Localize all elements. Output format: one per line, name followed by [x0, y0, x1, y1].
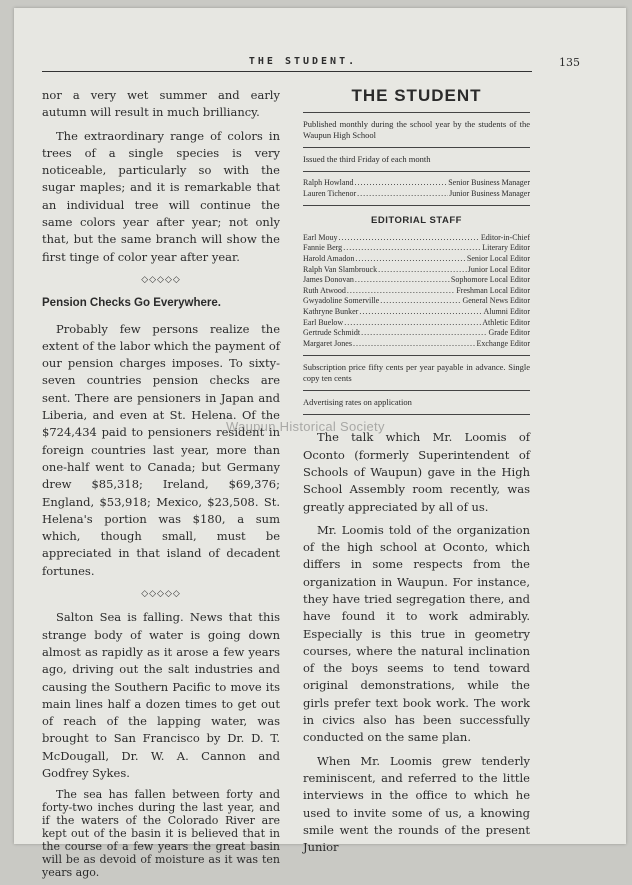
paragraph: nor a very wet summer and early autumn will result in much brilliancy. — [42, 88, 280, 120]
divider — [303, 205, 530, 206]
masthead-title: THE STUDENT — [351, 86, 482, 105]
article-heading: Pension Checks Go Everywhere. — [42, 297, 221, 310]
staff-row: Lauren Tichenor ..... Junior Business Manager — [303, 189, 530, 200]
divider — [303, 112, 530, 113]
staff-row: Ralph Howland ..... Senior Business Manager — [303, 178, 530, 189]
paragraph: Salton Sea is falling. News that this strange body of water is going down almost as rapidly as it arose a few years ago, driving out the salt industries and causing the Southern Pacific to move its main lines half a dozen times to get out of reach of the lapping water, was brought to San Francisco by Dr. D. T. McDougall, Dr. W. A. Cannon and Godfrey Sykes. — [42, 610, 280, 780]
divider — [303, 355, 530, 356]
paragraph: The extraordinary range of colors in trees of a single species is very noticeable, particularly so with the sugar maples; and it is remarkable that an individual tree will continue the same colors year after year; not only that, but the same branch will show the first tinge of color year after year. — [42, 128, 280, 264]
staff-row: Earl Mouy ..... Editor-in-Chief — [303, 233, 530, 244]
staff-row: Fannie Berg ..... Literary Editor — [303, 243, 530, 254]
staff-row: Margaret Jones ..... Exchange Editor — [303, 339, 530, 350]
section-ornament: ◇◇◇◇◇ — [141, 274, 181, 285]
right-column — [303, 85, 530, 862]
paragraph: The sea has fallen between forty and forty-two inches during the last year, and if the waters of the Colorado River are kept out of the basin it is believed that in the course of a few years the great basin will be as devoid of moisture as it was ten years ago. — [42, 788, 280, 880]
running-head — [44, 56, 580, 70]
paragraph: Probably few persons realize the extent of the labor which the payment of our pension charges imposes. To sixty-seven countries pension checks are sent. There are pensioners in Japan and Liberia, and even at St. Helena. Of the $724,434 paid to pensioners resident in foreign countries last year, more than one-half went to Canada; but Germany drew $85,318; Ireland, $69,376; England, $53,918; Mexico, $23,508. St. Helena's portion was $180, a sum which, though small, must be appreciated in that island of decadent fortunes. — [42, 321, 280, 578]
divider — [303, 414, 530, 415]
watermark: Waupun Historical Society — [226, 419, 385, 434]
staff-row: Harold Amadon ..... Senior Local Editor — [303, 254, 530, 265]
subscription-note: Subscription price fifty cents per year payable in advance. Single copy ten cents — [303, 362, 530, 384]
header-rule — [42, 71, 532, 72]
running-head-title: THE STUDENT. — [248, 56, 358, 67]
staff-row: Ralph Van Slambrouck ..... Junior Local Editor — [303, 265, 530, 276]
staff-row: James Donovan ..... Sophomore Local Editor — [303, 275, 530, 286]
staff-row: Gwyadoline Somerville ..... General News Editor — [303, 296, 530, 307]
page-number: 135 — [559, 56, 580, 69]
divider — [303, 147, 530, 148]
divider — [303, 171, 530, 172]
staff-row: Kathryne Bunker ..... Alumni Editor — [303, 307, 530, 318]
staff-row: Earl Buelow ..... Athletic Editor — [303, 318, 530, 329]
advertising-note: Advertising rates on application — [303, 397, 412, 408]
business-managers — [303, 178, 530, 199]
issue-note: Issued the third Friday of each month — [303, 154, 431, 165]
paragraph: Mr. Loomis told of the organization of the high school at Oconto, which differs in some respects from the organization in Waupun. For instance, they have tried segregation there, and have found it to work admirably. Especially is this true in geometry courses, where the natural inclination of the boys seems to tend toward original demonstrations, while the girls prefer text book work. The work in civics also has been successfully conducted on the same plan. — [303, 522, 530, 745]
publication-note: Published monthly during the school year by the students of the Waupun High School — [303, 119, 530, 141]
editorial-staff-list — [303, 233, 530, 350]
staff-heading: EDITORIAL STAFF — [371, 215, 462, 227]
staff-row: Ruth Atwood ..... Freshman Local Editor — [303, 286, 530, 297]
staff-row: Gertrude Schmidt ..... Grade Editor — [303, 328, 530, 339]
paragraph: When Mr. Loomis grew tenderly reminiscent, and referred to the little interviews in the office to which he used to invite some of us, a knowing smile went the rounds of the present Junior — [303, 753, 530, 855]
left-column — [42, 87, 280, 885]
section-ornament: ◇◇◇◇◇ — [141, 589, 181, 600]
paragraph: The talk which Mr. Loomis of Oconto (formerly Superintendent of Schools of Waupun) gave in the High School Assembly room recently, was greatly appreciated by all of us. — [303, 430, 530, 514]
divider — [303, 390, 530, 391]
